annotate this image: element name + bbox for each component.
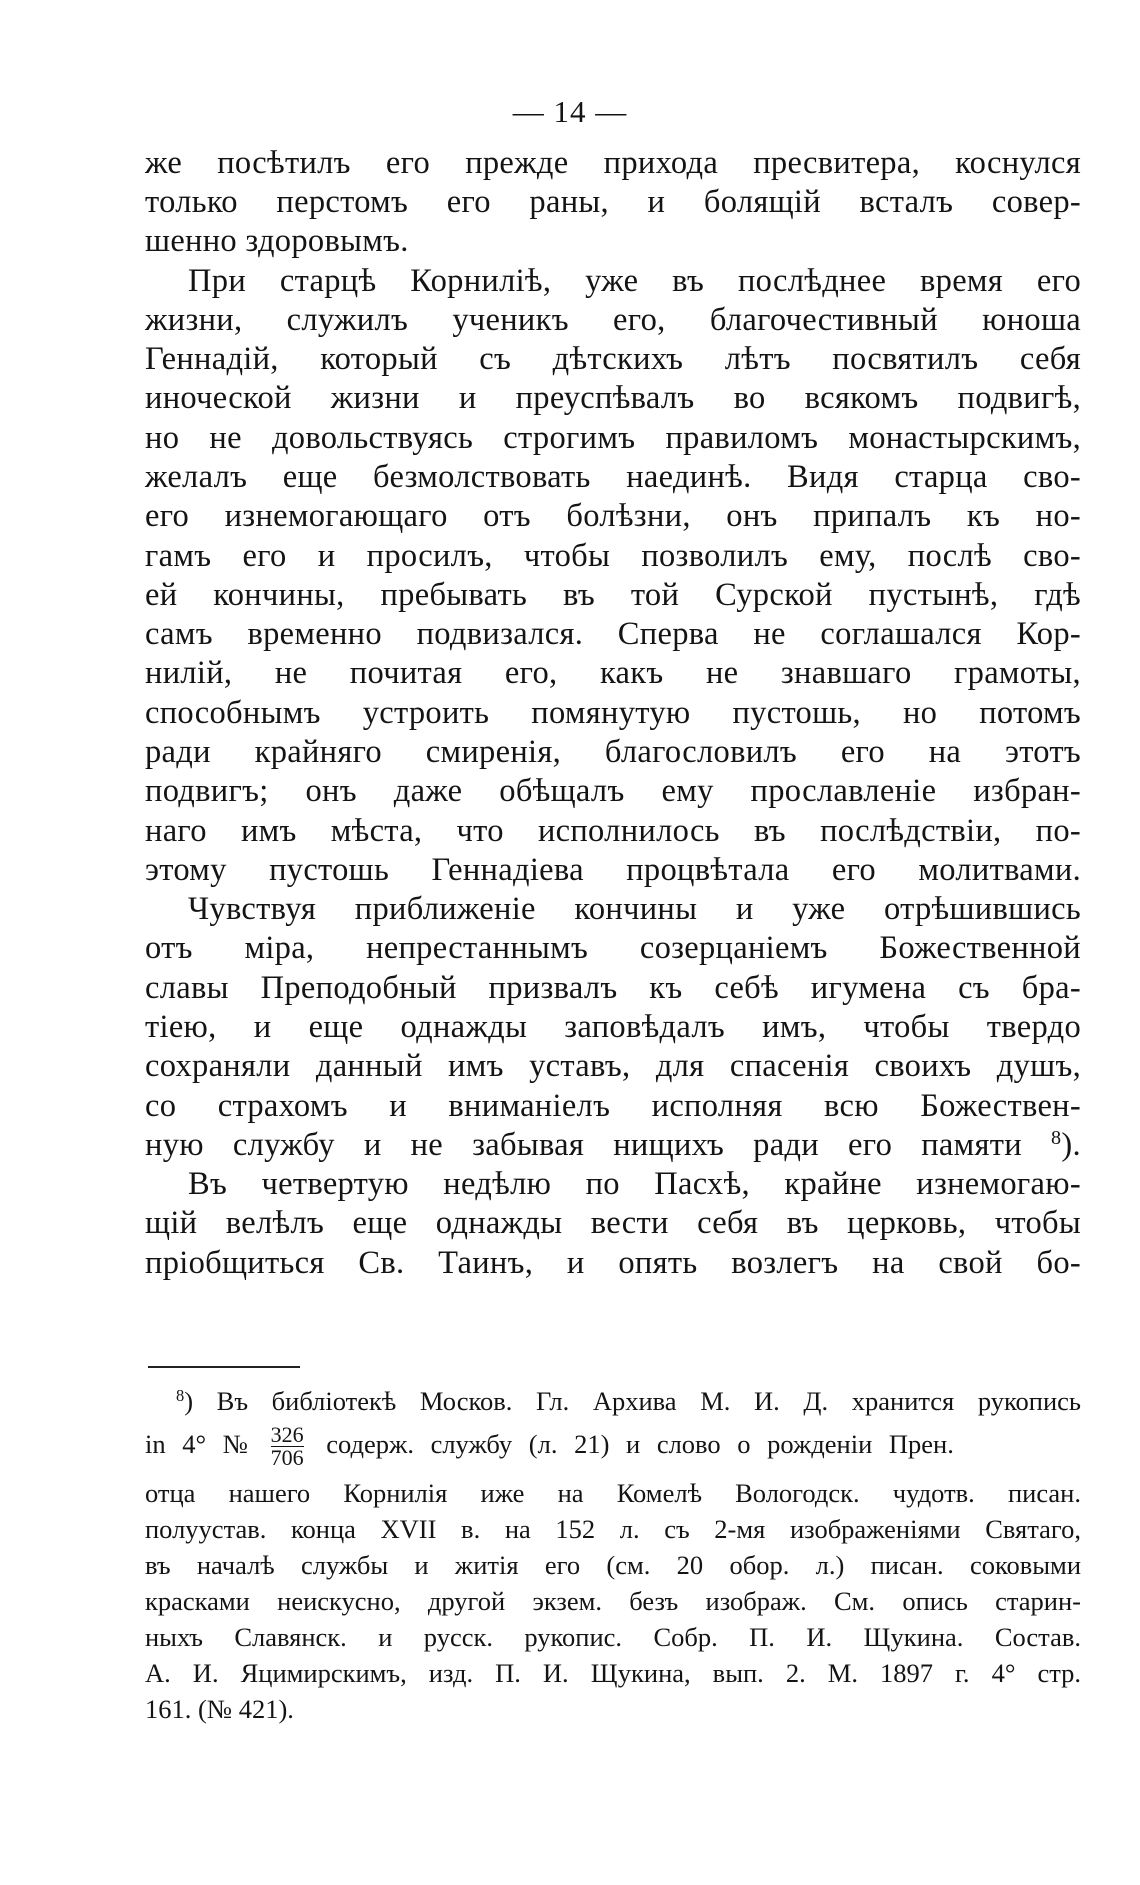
footnote-line-fraction — [145, 1418, 1081, 1470]
body-line: Чувствуя приближеніе кончины и уже отрѣшившись — [188, 891, 1081, 927]
body-line: жизни, служилъ ученикъ его, благочестивный юноша — [145, 302, 1081, 338]
body-line: но не довольствуясь строгимъ правиломъ монастырскимъ, — [145, 420, 1081, 456]
footnote-ref-mark: 8 — [1051, 1126, 1062, 1149]
body-line: Геннадій, который съ дѣтскихъ лѣтъ посвятилъ себя — [145, 341, 1081, 377]
body-line: При старцѣ Корниліѣ, уже въ послѣднее время его — [188, 263, 1081, 299]
body-line: ей кончины, пребывать въ той Сурской пустынѣ, гдѣ — [145, 577, 1081, 613]
body-line: наго имъ мѣста, что исполнилось въ послѣдствіи, по- — [145, 813, 1081, 849]
page-number: — 14 — — [512, 94, 628, 129]
body-line: шенно здоровымъ. — [145, 223, 409, 259]
body-line-text: ную службу и не забывая нищихъ ради его памяти — [145, 1127, 1022, 1163]
body-line: щій велѣлъ еще однажды вести себя въ церковь, чтобы — [145, 1205, 1081, 1241]
footnote-line: ныхъ Славянск. и русск. рукопис. Собр. П. И. Щукина. Состав. — [145, 1622, 1081, 1652]
footnote-line: въ началѣ службы и житія его (см. 20 обор. л.) писан. соковыми — [145, 1550, 1081, 1580]
body-line: гамъ его и просилъ, чтобы позволилъ ему, послѣ сво- — [145, 538, 1081, 574]
body-line: пріобщиться Св. Таинъ, и опять возлегъ на свой бо- — [145, 1245, 1081, 1281]
fraction-numerator: 326 — [270, 1422, 304, 1448]
body-line: тіею, и еще однажды заповѣдалъ имъ, чтобы твердо — [145, 1009, 1081, 1045]
fraction-denominator: 706 — [270, 1445, 304, 1471]
body-line: только перстомъ его раны, и болящій всталъ совер- — [145, 184, 1081, 220]
body-line: способнымъ устроить помянутую пустошь, но потомъ — [145, 695, 1081, 731]
shelfmark-fraction — [271, 1424, 304, 1469]
body-line: же посѣтилъ его прежде прихода пресвитера, коснулся — [145, 145, 1081, 181]
body-line: этому пустошь Геннадіева процвѣтала его молитвами. — [145, 852, 1081, 888]
body-line: самъ временно подвизался. Сперва не соглашался Кор- — [145, 616, 1081, 652]
number-sign: № — [222, 1429, 249, 1459]
footnote-mark: 8 — [176, 1385, 185, 1405]
footnote-ref-close: ). — [1061, 1127, 1081, 1163]
body-line: со страхомъ и вниманіелъ исполняя всю Божествен- — [145, 1088, 1081, 1124]
footnote-line: красками неискусно, другой экзем. безъ изображ. См. опись старин- — [145, 1586, 1081, 1616]
footnote-format: in 4° — [145, 1429, 207, 1459]
body-line-with-footnote-ref — [145, 1125, 1081, 1165]
footnote-line — [176, 1384, 1081, 1418]
footnote-text: ) Въ библіотекѣ Москов. Гл. Архива М. И. Д. хранится рукопись — [184, 1386, 1081, 1416]
body-line: славы Преподобный призвалъ къ себѣ игумена съ бра- — [145, 970, 1081, 1006]
footnote-line: 161. (№ 421). — [145, 1694, 294, 1724]
body-line: нилій, не почитая его, какъ не знавшаго грамоты, — [145, 655, 1081, 691]
body-line: Въ четвертую недѣлю по Пасхѣ, крайне изнемогаю- — [188, 1166, 1081, 1202]
footnote-rule — [148, 1366, 300, 1368]
body-line: отъ міра, непрестаннымъ созерцаніемъ Божественной — [145, 930, 1081, 966]
footnote-line: А. И. Яцимирскимъ, изд. П. И. Щукина, вып. 2. М. 1897 г. 4° стр. — [145, 1658, 1081, 1688]
body-line: его изнемогающаго отъ болѣзни, онъ припалъ къ но- — [145, 498, 1081, 534]
body-line: ради крайняго смиренія, благословилъ его на этотъ — [145, 734, 1081, 770]
body-line: иноческой жизни и преуспѣвалъ во всякомъ подвигѣ, — [145, 380, 1081, 416]
body-line: подвигъ; онъ даже обѣщалъ ему прославленіе избран- — [145, 773, 1081, 809]
body-line: сохраняли данный имъ уставъ, для спасенія своихъ душъ, — [145, 1048, 1081, 1084]
body-line: желалъ еще безмолствовать наединѣ. Видя старца сво- — [145, 459, 1081, 495]
footnote-text: содерж. службу (л. 21) и слово о рожденіи Прен. — [326, 1429, 954, 1459]
footnote-line: полуустав. конца XVII в. на 152 л. съ 2-мя изображеніями Святаго, — [145, 1514, 1081, 1544]
footnote-line: отца нашего Корнилія иже на Комелѣ Вологодск. чудотв. писан. — [145, 1478, 1081, 1508]
